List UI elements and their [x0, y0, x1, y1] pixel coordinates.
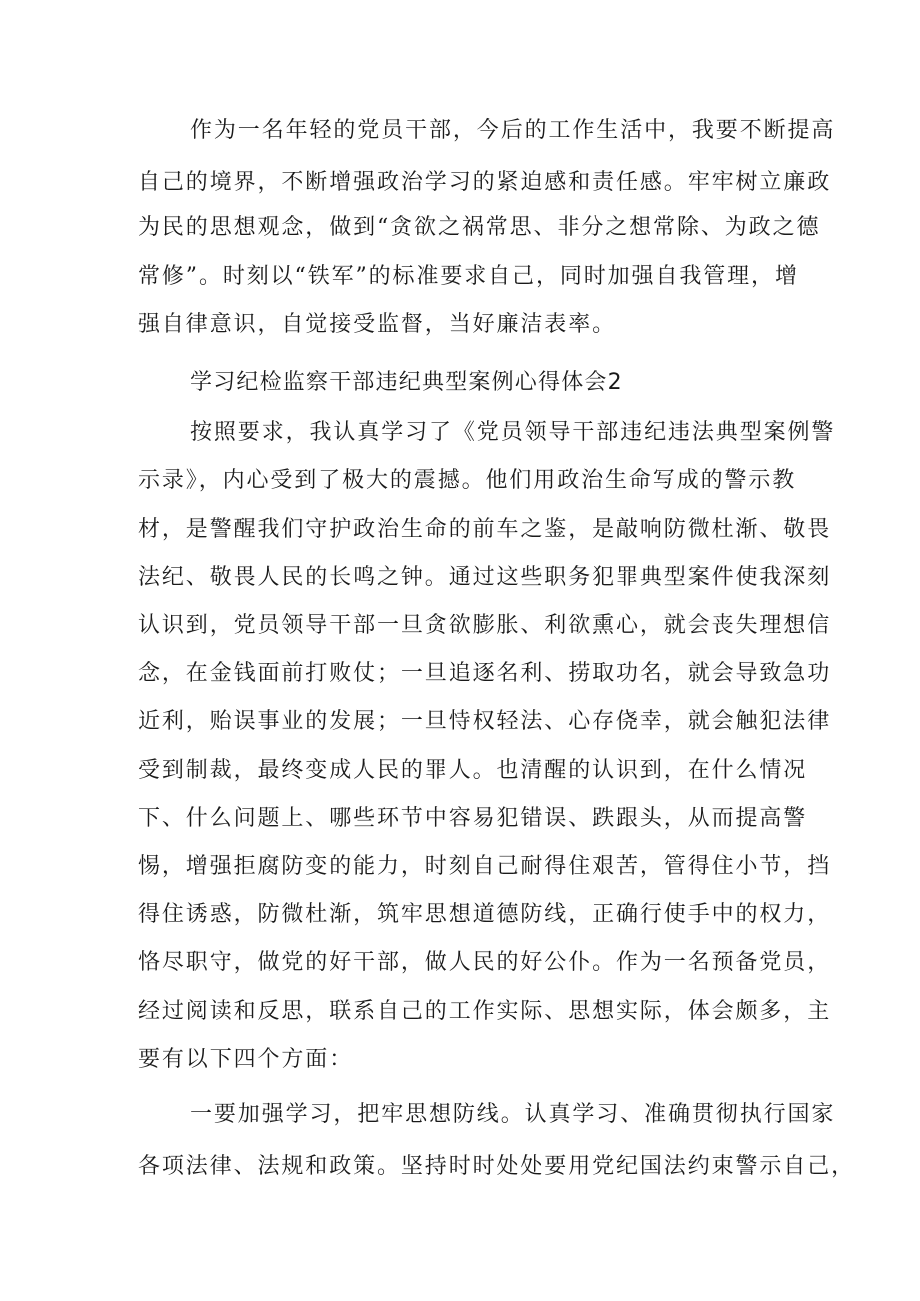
- paragraph-1-line-5: 强自律意识，自觉接受监督，当好廉洁表率。: [138, 312, 617, 337]
- paragraph-3-line-1: 一要加强学习，把牢思想防线。认真学习、准确贯彻执行国家: [190, 1102, 836, 1127]
- paragraph-2-line-3: 材，是警醒我们守护政治生命的前车之鉴，是敲响防微杜渐、敬畏: [138, 517, 832, 542]
- paragraph-2-line-9: 下、什么问题上、哪些环节中容易犯错误、跌跟头，从而提高警: [138, 806, 808, 831]
- paragraph-2-line-5: 认识到，党员领导干部一旦贪欲膨胀、利欲熏心，就会丧失理想信: [138, 613, 832, 638]
- paragraph-2-line-6: 念，在金钱面前打败仗；一旦追逐名利、捞取功名，就会导致急功: [138, 661, 832, 686]
- paragraph-2-line-4: 法纪、敬畏人民的长鸣之钟。通过这些职务犯罪典型案件使我深刻: [138, 565, 832, 590]
- section-title: 学习纪检监察干部违纪典型案例心得体会2: [190, 370, 623, 395]
- paragraph-2-line-11: 得住诱惑，防微杜渐，筑牢思想道德防线，正确行使手中的权力，: [138, 902, 832, 927]
- paragraph-1-line-3: 为民的思想观念，做到“贪欲之祸常思、非分之想常除、为政之德: [138, 215, 821, 240]
- paragraph-2-line-14: 要有以下四个方面：: [138, 1047, 354, 1072]
- paragraph-2-line-10: 惕，增强拒腐防变的能力，时刻自己耐得住艰苦，管得住小节，挡: [138, 854, 832, 879]
- paragraph-1-line-4: 常修”。时刻以“铁军”的标准要求自己，同时加强自我管理，增: [138, 264, 799, 289]
- paragraph-1-line-2: 自己的境界，不断增强政治学习的紧迫感和责任感。牢牢树立廉政: [138, 170, 832, 195]
- paragraph-3-line-2: 各项法律、法规和政策。坚持时时处处要用党纪国法约束警示自己，: [138, 1154, 856, 1179]
- paragraph-2-line-7: 近利，贻误事业的发展；一旦恃权轻法、心存侥幸，就会触犯法律: [138, 709, 832, 734]
- paragraph-2-line-13: 经过阅读和反思，联系自己的工作实际、思想实际，体会颇多，主: [138, 999, 832, 1024]
- paragraph-1-line-1: 作为一名年轻的党员干部，今后的工作生活中，我要不断提高: [190, 118, 836, 143]
- paragraph-2-line-2: 示录》，内心受到了极大的震撼。他们用政治生命写成的警示教: [138, 468, 797, 493]
- paragraph-2-line-1: 按照要求，我认真学习了《党员领导干部违纪违法典型案例警: [190, 420, 836, 445]
- paragraph-2-line-8: 受到制裁，最终变成人民的罪人。也清醒的认识到，在什么情况: [138, 758, 808, 783]
- paragraph-2-line-12: 恪尽职守，做党的好干部，做人民的好公仆。作为一名预备党员，: [138, 950, 832, 975]
